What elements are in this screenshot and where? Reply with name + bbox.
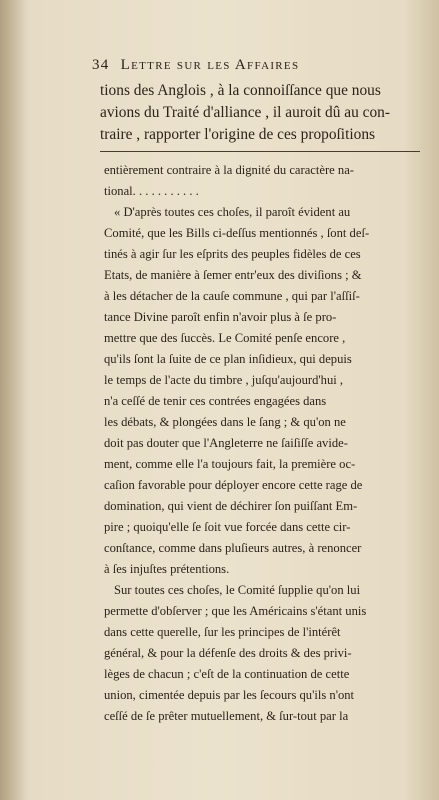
text-line: à ſes injuſtes prétentions.: [104, 562, 230, 576]
text-line: Comité, que les Bills ci-deſſus mentionnés , ſont deſ-: [104, 226, 370, 240]
main-text-block: [104, 160, 418, 727]
text-line: mettre que des ſuccès. Le Comité penſe encore ,: [104, 331, 346, 345]
text-line: tions des Anglois , à la connoiſſance que nous: [100, 82, 381, 99]
page-number: 34: [92, 57, 110, 73]
text-line: à les détacher de la cauſe commune , qui par l'aſſiſ-: [104, 289, 360, 303]
text-line: doit pas douter que l'Angleterre ne ſaiſiſſe avide-: [104, 436, 348, 450]
text-line: caſion favorable pour déployer encore cette rage de: [104, 478, 363, 492]
text-line: général, & pour la défenſe des droits & des privi-: [104, 646, 352, 660]
text-line: n'a ceſſé de tenir ces contrées engagées dans: [104, 394, 327, 408]
text-line: union, cimentée depuis par les ſecours qu'ils n'ont: [104, 688, 355, 702]
page-gutter-shadow: [0, 0, 30, 800]
text-line: pire ; quoiqu'elle ſe ſoit vue forcée dans cette cir-: [104, 520, 351, 534]
running-title: Lettre sur les Affaires: [120, 57, 300, 73]
text-line: le temps de l'acte du timbre , juſqu'aujourd'hui ,: [104, 373, 344, 387]
text-line: tinés à agir ſur les eſprits des peuples fidèles de ces: [104, 247, 361, 261]
text-line: traire , rapporter l'origine de ces propoſitions: [100, 126, 376, 143]
paragraph-start-line: Sur toutes ces choſes, le Comité ſupplie qu'on lui: [114, 583, 361, 597]
text-line: lèges de chacun ; c'eſt de la continuation de cette: [104, 667, 350, 681]
text-line: domination, qui vient de déchirer ſon puiſſant Em-: [104, 499, 358, 513]
text-line: tional. . . . . . . . . . .: [104, 184, 199, 198]
text-line: ment, comme elle l'a toujours fait, la première oc-: [104, 457, 356, 471]
text-line: avions du Traité d'alliance , il auroit dû au con-: [100, 104, 391, 121]
text-line: conſtance, comme dans pluſieurs autres, à renoncer: [104, 541, 362, 555]
running-header: [92, 57, 422, 74]
paragraph-start-line: « D'après toutes ces choſes, il paroît évident au: [114, 205, 351, 219]
horizontal-rule: [100, 151, 420, 152]
text-line: entièrement contraire à la dignité du caractère na-: [104, 163, 354, 177]
text-line: permette d'obſerver ; que les Américains s'étant unis: [104, 604, 367, 618]
preceding-text-block: [100, 80, 422, 146]
text-line: dans cette querelle, ſur les principes de l'intérêt: [104, 625, 341, 639]
text-line: Etats, de manière à ſemer entr'eux des diviſions ; &: [104, 268, 362, 282]
text-line: les débats, & plongées dans le ſang ; & qu'on ne: [104, 415, 346, 429]
text-line: tance Divine paroît enfin n'avoir plus à ſe pro-: [104, 310, 337, 324]
text-line: ceſſé de ſe prêter mutuellement, & ſur-tout par la: [104, 709, 349, 723]
text-line: qu'ils ſont la ſuite de ce plan inſidieux, qui depuis: [104, 352, 352, 366]
